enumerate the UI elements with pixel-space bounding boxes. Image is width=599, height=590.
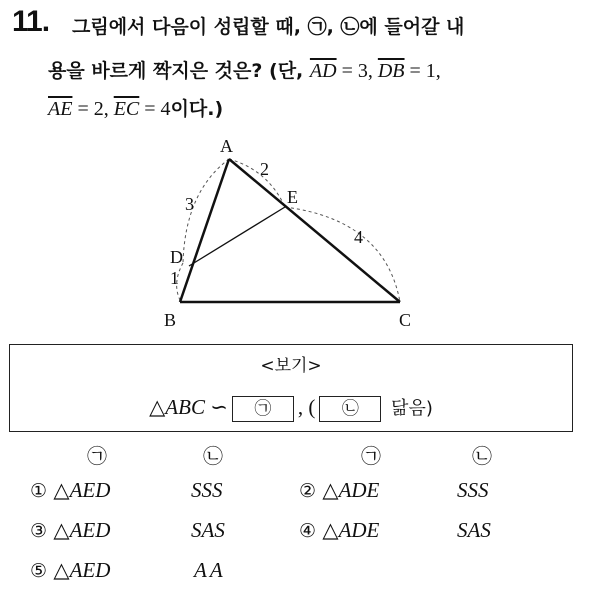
value-ad: = 3, xyxy=(336,60,378,82)
length-ae-label: 2 xyxy=(260,159,269,179)
side-ac xyxy=(229,159,400,302)
question-line-1: 그림에서 다음이 성립할 때, ㉠, ㉡에 들어갈 내 xyxy=(72,16,465,38)
option-2[interactable] xyxy=(299,478,379,503)
value-db: = 1, xyxy=(404,60,441,82)
header-col-3: ㉠ xyxy=(361,444,381,468)
question-line-2 xyxy=(48,56,441,83)
option-triangle: △AED xyxy=(53,518,111,542)
length-ad-label: 3 xyxy=(185,194,194,214)
option-1-condition: SSS xyxy=(191,478,223,502)
triangle-abc: ABC xyxy=(165,395,205,419)
value-ec: = 4 xyxy=(139,98,171,120)
header-col-2: ㉡ xyxy=(203,444,223,468)
option-3[interactable] xyxy=(30,518,110,543)
segment-ae: $\overline{AE}$ xyxy=(48,98,73,120)
segment-ad: $\overline{AD}$ xyxy=(309,60,337,82)
vertex-c-label: C xyxy=(399,310,412,330)
triangle-symbol: △ xyxy=(149,395,166,419)
triangle-figure xyxy=(150,130,440,335)
length-db-label: 1 xyxy=(170,268,179,288)
option-5-condition: AA xyxy=(194,558,226,582)
option-2-condition: SSS xyxy=(457,478,489,502)
option-3-condition: SAS xyxy=(191,518,225,542)
blank-2: ㉡ xyxy=(319,396,381,422)
option-1[interactable] xyxy=(30,478,110,503)
option-number: ② xyxy=(299,480,317,502)
option-4-condition: SAS xyxy=(457,518,491,542)
option-triangle: △ADE xyxy=(322,478,380,502)
option-number: ⑤ xyxy=(30,560,48,582)
box-title: <보기> xyxy=(260,356,322,376)
value-ae: = 2, xyxy=(72,98,114,120)
segment-ec: $\overline{EC}$ xyxy=(113,98,140,120)
side-ab xyxy=(180,159,229,302)
vertex-a-label: A xyxy=(220,136,233,156)
option-number: ③ xyxy=(30,520,48,542)
box-comma: , ( xyxy=(297,395,316,419)
question-line-3 xyxy=(48,94,223,121)
vertex-d-label: D xyxy=(170,247,183,267)
option-number: ① xyxy=(30,480,48,502)
vertex-e-label: E xyxy=(287,187,298,207)
example-box xyxy=(9,344,573,432)
option-5[interactable] xyxy=(30,558,110,583)
option-4[interactable] xyxy=(299,518,379,543)
header-col-4: ㉡ xyxy=(472,444,492,468)
length-ec-label: 4 xyxy=(354,227,363,247)
question-end: 이다.) xyxy=(170,98,224,120)
option-triangle: △ADE xyxy=(322,518,380,542)
box-expression xyxy=(10,394,572,422)
box-suffix: 닮음) xyxy=(385,398,433,419)
vertex-b-label: B xyxy=(164,310,177,330)
blank-1: ㉠ xyxy=(232,396,294,422)
option-triangle: △AED xyxy=(53,558,111,582)
similar-symbol: ∽ xyxy=(204,395,228,419)
option-triangle: △AED xyxy=(53,478,111,502)
segment-db: $\overline{DB}$ xyxy=(377,60,405,82)
header-col-1: ㉠ xyxy=(87,444,107,468)
option-number: ④ xyxy=(299,520,317,542)
question-text: 용을 바르게 짝지은 것은? (단, xyxy=(48,60,310,82)
question-number: 11. xyxy=(12,5,50,38)
